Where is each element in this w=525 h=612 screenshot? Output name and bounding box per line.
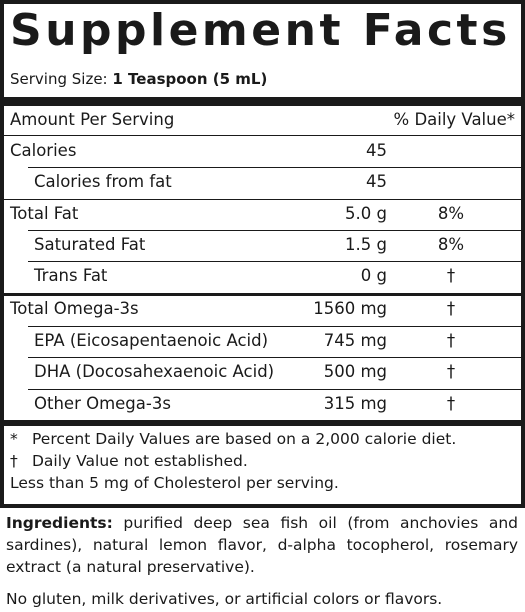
nutrient-name: Other Omega-3s — [34, 394, 171, 413]
nutrient-dv: 8% — [437, 235, 465, 254]
footnotes — [10, 428, 456, 494]
nutrient-amount: 500 mg — [323, 362, 387, 381]
nutrient-dv: † — [446, 299, 456, 318]
footnote-symbol: * — [10, 430, 18, 448]
footnote-text: Daily Value not established. — [32, 452, 248, 470]
nutrient-name: Saturated Fat — [34, 235, 146, 254]
daily-value-label: % Daily Value* — [393, 110, 515, 129]
serving-size — [10, 70, 267, 88]
amount-per-serving-label: Amount Per Serving — [10, 110, 175, 129]
nutrient-name: Total Fat — [10, 204, 79, 223]
nutrient-dv: † — [446, 394, 456, 413]
footnote — [10, 472, 456, 494]
panel-title: Supplement Facts — [10, 5, 511, 56]
thick-divider — [4, 97, 521, 106]
nutrient-row-other-omega-3s — [4, 390, 521, 421]
footnote — [10, 428, 456, 450]
nutrient-row-saturated-fat — [4, 231, 521, 262]
nutrient-row-dha — [4, 358, 521, 389]
nutrient-dv: † — [446, 331, 456, 350]
footnote-text: Less than 5 mg of Cholesterol per serving. — [10, 474, 339, 492]
nutrient-amount: 1560 mg — [313, 299, 387, 318]
nutrient-dv: † — [446, 266, 456, 285]
footnote-text: Percent Daily Values are based on a 2,000 calorie diet. — [32, 430, 457, 448]
nutrient-dv: † — [446, 362, 456, 381]
nutrient-amount: 745 mg — [323, 331, 387, 350]
nutrient-name: DHA (Docosahexaenoic Acid) — [34, 362, 275, 381]
nutrient-amount: 315 mg — [323, 394, 387, 413]
nutrient-row-total-fat — [4, 200, 521, 231]
nutrient-row-epa — [4, 327, 521, 358]
serving-size-value: 1 Teaspoon (5 mL) — [112, 70, 268, 88]
nutrient-amount: 45 — [366, 141, 387, 160]
nutrient-row-total-omega-3s — [4, 295, 521, 326]
header-row — [4, 106, 521, 137]
nutrient-amount: 0 g — [360, 266, 387, 285]
divider — [4, 135, 521, 136]
nutrient-row-calories — [4, 137, 521, 168]
nutrient-amount: 5.0 g — [345, 204, 387, 223]
footnote — [10, 450, 456, 472]
ingredients-label: Ingredients: — [6, 514, 113, 532]
nutrient-name: EPA (Eicosapentaenoic Acid) — [34, 331, 269, 350]
nutrient-name: Trans Fat — [34, 266, 108, 285]
nutrient-name: Calories — [10, 141, 77, 160]
nutrient-name: Calories from fat — [34, 172, 172, 191]
allergen-notice: No gluten, milk derivatives, or artificial colors or flavors. — [6, 590, 443, 608]
nutrient-amount: 45 — [366, 172, 387, 191]
nutrient-amount: 1.5 g — [345, 235, 387, 254]
nutrient-row-trans-fat — [4, 262, 521, 293]
thick-divider — [4, 420, 521, 426]
nutrient-name: Total Omega-3s — [10, 299, 139, 318]
footnote-symbol: † — [10, 452, 18, 470]
ingredients-statement — [6, 512, 518, 578]
nutrient-row-calories-from-fat — [4, 168, 521, 199]
serving-size-label: Serving Size: — [10, 70, 108, 88]
nutrient-dv: 8% — [437, 204, 465, 223]
ingredients-text: purified deep sea fish oil (from anchovies and sardines), natural lemon flavor, d-alpha tocopherol, rosemary extract (a natural preservative). — [6, 514, 518, 576]
